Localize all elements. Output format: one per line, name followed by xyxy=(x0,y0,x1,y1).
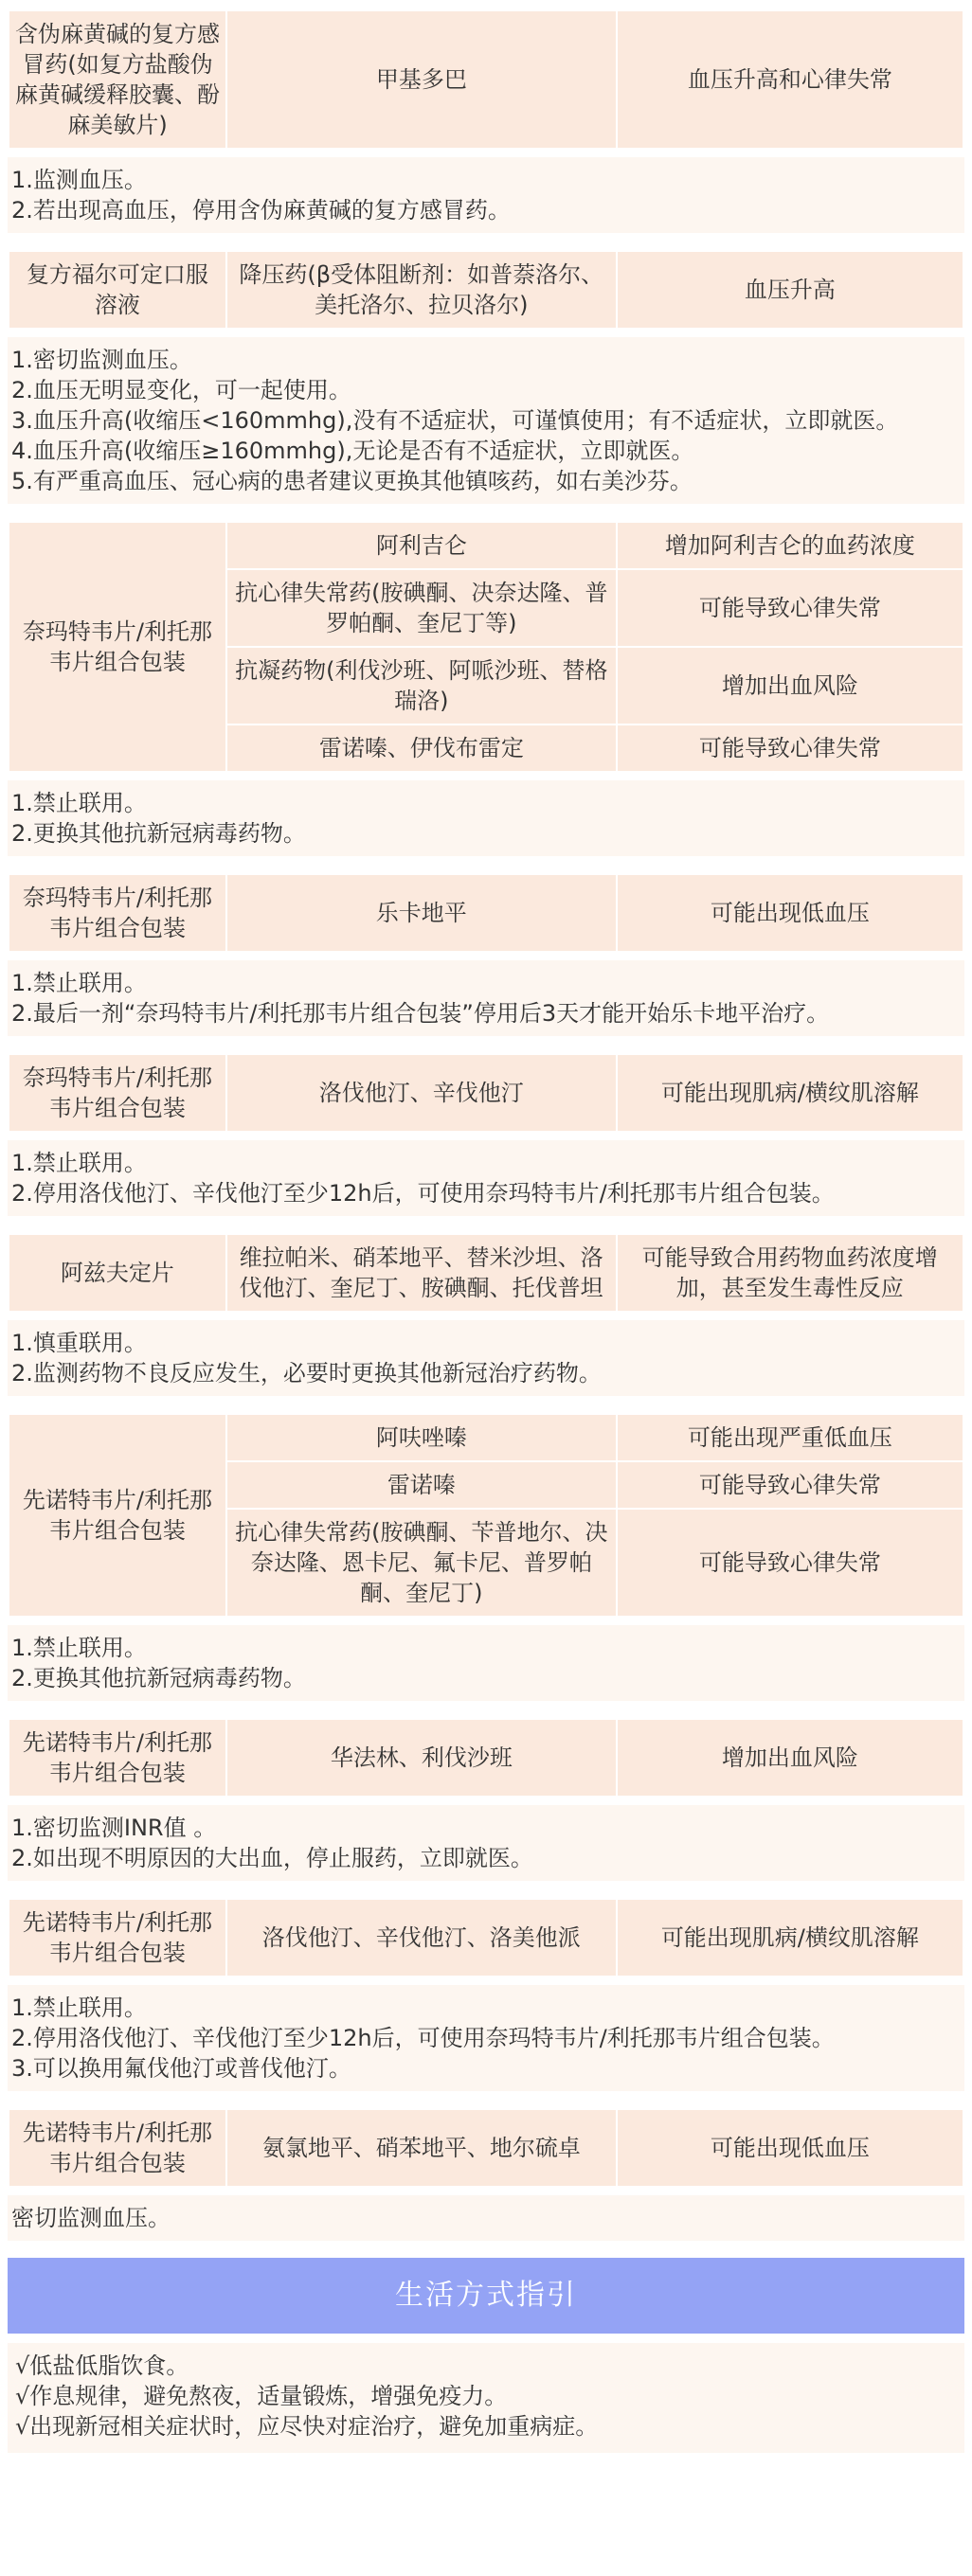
effect-cell: 可能导致心律失常 xyxy=(618,570,963,646)
advice-line: 1.禁止联用。 xyxy=(11,790,147,816)
effect-cell: 可能出现肌病/横纹肌溶解 xyxy=(618,1900,963,1976)
effect-cell: 可能出现低血压 xyxy=(618,875,963,951)
interaction-table xyxy=(8,521,964,773)
effect-cell: 增加出血风险 xyxy=(618,648,963,724)
interacting-drug-cell: 华法林、利伐沙班 xyxy=(227,1720,616,1796)
interaction-row xyxy=(9,11,963,148)
advice-note xyxy=(8,1805,964,1881)
interacting-drug-cell: 洛伐他汀、辛伐他汀、洛美他派 xyxy=(227,1900,616,1976)
interacting-drug-cell: 洛伐他汀、辛伐他汀 xyxy=(227,1055,616,1131)
effect-cell: 可能出现低血压 xyxy=(618,2110,963,2186)
interacting-drug-cell: 抗心律失常药(胺碘酮、苄普地尔、决奈达隆、恩卡尼、氟卡尼、普罗帕酮、奎尼丁) xyxy=(227,1510,616,1616)
drug-name-cell: 先诺特韦片/利托那韦片组合包装 xyxy=(9,2110,225,2186)
interaction-row xyxy=(9,1415,963,1460)
drug-interaction-page xyxy=(8,0,964,2453)
advice-line: 2.若出现高血压，停用含伪麻黄碱的复方感冒药。 xyxy=(11,197,511,224)
lifestyle-list xyxy=(8,2343,964,2453)
lifestyle-item: √作息规律，避免熬夜，适量锻炼，增强免疫力。 xyxy=(15,2383,508,2409)
advice-note xyxy=(8,2195,964,2241)
lifestyle-banner: 生活方式指引 xyxy=(8,2258,964,2334)
effect-cell: 血压升高 xyxy=(618,252,963,328)
interacting-drug-cell: 雷诺嗪 xyxy=(227,1462,616,1508)
advice-line: 2.停用洛伐他汀、辛伐他汀至少12h后，可使用奈玛特韦片/利托那韦片组合包装。 xyxy=(11,1180,835,1207)
interaction-row xyxy=(9,875,963,951)
advice-note xyxy=(8,960,964,1036)
drug-name-cell: 先诺特韦片/利托那韦片组合包装 xyxy=(9,1720,225,1796)
advice-note xyxy=(8,1320,964,1396)
effect-cell: 可能导致合用药物血药浓度增加，甚至发生毒性反应 xyxy=(618,1235,963,1311)
interaction-table xyxy=(8,873,964,953)
interacting-drug-cell: 雷诺嗪、伊伐布雷定 xyxy=(227,725,616,771)
advice-line: 1.禁止联用。 xyxy=(11,1635,147,1661)
drug-name-cell: 复方福尔可定口服溶液 xyxy=(9,252,225,328)
interacting-drug-cell: 降压药(β受体阻断剂：如普萘洛尔、美托洛尔、拉贝洛尔) xyxy=(227,252,616,328)
advice-line: 4.血压升高(收缩压≥160mmhg),无论是否有不适症状，立即就医。 xyxy=(11,438,694,464)
interacting-drug-cell: 氨氯地平、硝苯地平、地尔硫卓 xyxy=(227,2110,616,2186)
advice-note xyxy=(8,337,964,504)
interaction-table xyxy=(8,2108,964,2188)
advice-line: 1.禁止联用。 xyxy=(11,1995,147,2021)
advice-line: 2.更换其他抗新冠病毒药物。 xyxy=(11,1665,306,1691)
interacting-drug-cell: 维拉帕米、硝苯地平、替米沙坦、洛伐他汀、奎尼丁、胺碘酮、托伐普坦 xyxy=(227,1235,616,1311)
drug-name-cell: 奈玛特韦片/利托那韦片组合包装 xyxy=(9,523,225,771)
effect-cell: 增加出血风险 xyxy=(618,1720,963,1796)
advice-line: 3.血压升高(收缩压<160mmhg),没有不适症状，可谨慎使用；有不适症状，立即就医。 xyxy=(11,407,899,434)
advice-line: 3.可以换用氟伐他汀或普伐他汀。 xyxy=(11,2055,351,2082)
effect-cell: 增加阿利吉仑的血药浓度 xyxy=(618,523,963,568)
interaction-row xyxy=(9,252,963,328)
advice-line: 5.有严重高血压、冠心病的患者建议更换其他镇咳药，如右美沙芬。 xyxy=(11,468,693,494)
advice-line: 密切监测血压。 xyxy=(11,2205,171,2231)
advice-note xyxy=(8,780,964,856)
effect-cell: 可能出现严重低血压 xyxy=(618,1415,963,1460)
interaction-table xyxy=(8,1233,964,1313)
interacting-drug-cell: 阿呋唑嗪 xyxy=(227,1415,616,1460)
interaction-row xyxy=(9,2110,963,2186)
advice-line: 2.更换其他抗新冠病毒药物。 xyxy=(11,820,306,847)
advice-line: 2.血压无明显变化，可一起使用。 xyxy=(11,377,351,403)
interaction-table xyxy=(8,1413,964,1618)
advice-note xyxy=(8,1625,964,1701)
interaction-row xyxy=(9,1235,963,1311)
interaction-row xyxy=(9,1900,963,1976)
advice-line: 2.监测药物不良反应发生，必要时更换其他新冠治疗药物。 xyxy=(11,1360,602,1386)
effect-cell: 可能出现肌病/横纹肌溶解 xyxy=(618,1055,963,1131)
advice-line: 1.禁止联用。 xyxy=(11,970,147,996)
advice-line: 1.监测血压。 xyxy=(11,167,147,193)
drug-name-cell: 先诺特韦片/利托那韦片组合包装 xyxy=(9,1415,225,1616)
advice-note xyxy=(8,1140,964,1216)
advice-line: 1.慎重联用。 xyxy=(11,1330,147,1356)
advice-line: 2.如出现不明原因的大出血，停止服药，立即就医。 xyxy=(11,1845,533,1871)
interacting-drug-cell: 阿利吉仑 xyxy=(227,523,616,568)
lifestyle-item: √低盐低脂饮食。 xyxy=(15,2352,189,2379)
advice-line: 1.密切监测INR值 。 xyxy=(11,1815,217,1841)
drug-name-cell: 阿兹夫定片 xyxy=(9,1235,225,1311)
interaction-table xyxy=(8,1718,964,1798)
interaction-row xyxy=(9,523,963,568)
interaction-row xyxy=(9,1055,963,1131)
interacting-drug-cell: 抗凝药物(利伐沙班、阿哌沙班、替格瑞洛) xyxy=(227,648,616,724)
advice-line: 2.停用洛伐他汀、辛伐他汀至少12h后，可使用奈玛特韦片/利托那韦片组合包装。 xyxy=(11,2025,835,2051)
lifestyle-item: √出现新冠相关症状时，应尽快对症治疗，避免加重病症。 xyxy=(15,2413,599,2440)
advice-line: 1.禁止联用。 xyxy=(11,1150,147,1176)
advice-line: 2.最后一剂“奈玛特韦片/利托那韦片组合包装”停用后3天才能开始乐卡地平治疗。 xyxy=(11,1000,830,1027)
interaction-table xyxy=(8,1053,964,1133)
interaction-table xyxy=(8,250,964,330)
effect-cell: 可能导致心律失常 xyxy=(618,1510,963,1616)
interacting-drug-cell: 抗心律失常药(胺碘酮、决奈达隆、普罗帕酮、奎尼丁等) xyxy=(227,570,616,646)
interacting-drug-cell: 甲基多巴 xyxy=(227,11,616,148)
interacting-drug-cell: 乐卡地平 xyxy=(227,875,616,951)
advice-note xyxy=(8,157,964,233)
drug-name-cell: 奈玛特韦片/利托那韦片组合包装 xyxy=(9,875,225,951)
interaction-table xyxy=(8,9,964,150)
drug-name-cell: 奈玛特韦片/利托那韦片组合包装 xyxy=(9,1055,225,1131)
interaction-table xyxy=(8,1898,964,1977)
effect-cell: 可能导致心律失常 xyxy=(618,725,963,771)
advice-note xyxy=(8,1985,964,2091)
drug-name-cell: 含伪麻黄碱的复方感冒药(如复方盐酸伪麻黄碱缓释胶囊、酚麻美敏片) xyxy=(9,11,225,148)
drug-name-cell: 先诺特韦片/利托那韦片组合包装 xyxy=(9,1900,225,1976)
effect-cell: 可能导致心律失常 xyxy=(618,1462,963,1508)
interaction-row xyxy=(9,1720,963,1796)
advice-line: 1.密切监测血压。 xyxy=(11,347,192,373)
effect-cell: 血压升高和心律失常 xyxy=(618,11,963,148)
